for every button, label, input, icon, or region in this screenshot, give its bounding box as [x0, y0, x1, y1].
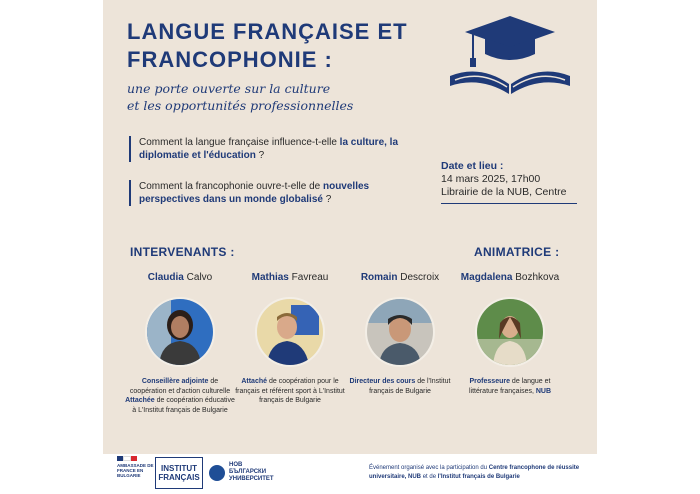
host-role: Professeure de langue et littérature françaises, NUB: [468, 378, 552, 395]
embassy-logo: AMBASSADE DE FRANCE EN BULGARIE: [117, 456, 157, 492]
partners-footer: [103, 454, 597, 494]
graduation-cap-book-icon: [445, 14, 575, 107]
speaker-role: Conseillère adjointe de coopération et d'action culturelle Attachée de coopération éducative à L'Institut français de Bulgarie: [125, 378, 235, 414]
speaker-mathias-favreau: Mathias Favreau Attaché de coopération pour le français et référent sport à L'Institut français de Bulgarie: [235, 272, 345, 404]
organizer-credit: Événement organisé avec la participation du Centre francophone de réussite universitaire, NUB et de l'Institut français de Bulgarie: [369, 465, 580, 480]
poster-subtitle: [127, 80, 353, 114]
event-place: Librairie de la NUB, Centre: [441, 186, 567, 198]
event-date-place: [441, 160, 577, 204]
date-label: Date et lieu :: [441, 160, 504, 172]
question-2: Comment la francophonie ouvre-t-elle de nouvelles perspectives dans un monde globalisé ?: [129, 180, 399, 206]
subtitle-line-1: une porte ouverte sur la culture: [127, 81, 331, 96]
nub-logo: НОВ БЪЛГАРСКИ УНИВЕРСИТЕТ: [209, 462, 274, 483]
subtitle-line-2: et les opportunités professionnelles: [127, 98, 354, 113]
speaker-role: Directeur des cours de l'Institut français de Bulgarie: [349, 378, 451, 395]
speaker-claudia-calvo: Claudia Calvo Conseillère adjointe de coopération et d'action culturelle Attachée de coopération éducative à L'Institut français de Bulgarie: [125, 272, 235, 414]
poster-title: [127, 18, 408, 74]
nub-emblem-icon: [209, 465, 225, 481]
title-line-1: LANGUE FRANÇAISE ET: [127, 19, 408, 44]
speaker-photo: [365, 297, 435, 367]
title-line-2: FRANCOPHONIE :: [127, 47, 333, 72]
event-poster: [103, 0, 597, 454]
speakers-heading: INTERVENANTS :: [130, 245, 235, 259]
speaker-romain-descroix: Romain Descroix Directeur des cours de l'Institut français de Bulgarie: [345, 272, 455, 396]
speaker-role: Attaché de coopération pour le français et référent sport à L'Institut français de Bulgarie: [235, 378, 345, 404]
event-date: 14 mars 2025, 17h00: [441, 173, 541, 185]
question-1: Comment la langue française influence-t-elle la culture, la diplomatie et l'éducation ?: [129, 136, 399, 162]
host-magdalena-bozhkova: Magdalena Bozhkova Professeure de langue et littérature françaises, NUB: [455, 272, 565, 396]
host-heading: ANIMATRICE :: [474, 245, 560, 259]
host-photo: [475, 297, 545, 367]
french-flag-icon: [117, 456, 137, 461]
speaker-photo: [255, 297, 325, 367]
institut-francais-logo: INSTITUT FRANÇAIS: [155, 457, 203, 489]
speaker-photo: [145, 297, 215, 367]
